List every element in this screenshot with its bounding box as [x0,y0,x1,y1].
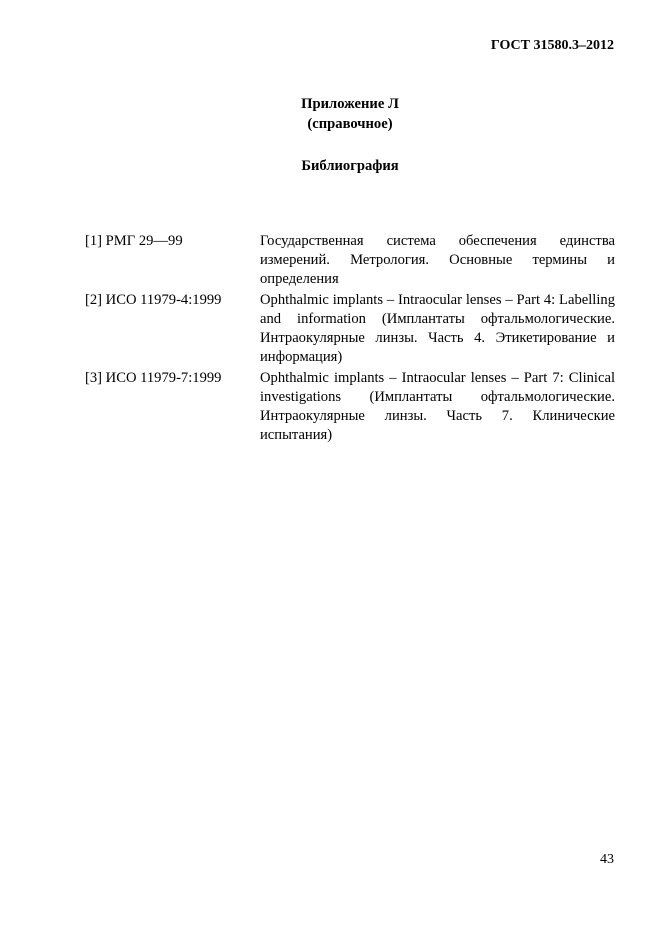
entry-reference: [1] РМГ 29—99 [85,233,183,249]
entry-description: Государственная система обеспечения единства измерений. Метрология. Основные термины и определения [260,233,615,287]
bibliography-entry [85,369,615,445]
bibliography-entry [85,291,615,367]
appendix-subtitle: (справочное) [307,116,393,132]
entry-description: Ophthalmic implants – Intraocular lenses – Part 7: Clinical investigations (Имплантаты офтальмологические. Интраокулярные линзы. Часть 7. Клинические испытания) [260,370,615,443]
entry-reference: [3] ИСО 11979-7:1999 [85,370,222,386]
bibliography-list [85,232,615,447]
appendix-heading [0,94,661,134]
section-title: Библиография [301,158,399,174]
document-code-header: ГОСТ 31580.3–2012 [490,38,614,53]
appendix-title: Приложение Л [301,96,399,112]
bibliography-entry [85,232,615,289]
entry-description: Ophthalmic implants – Intraocular lenses – Part 4: Labelling and information (Имплантаты офтальмологические. Интраокулярные линзы. Часть 4. Этикетирование и информация) [260,292,615,365]
entry-reference: [2] ИСО 11979-4:1999 [85,292,222,308]
page-number: 43 [600,852,614,867]
